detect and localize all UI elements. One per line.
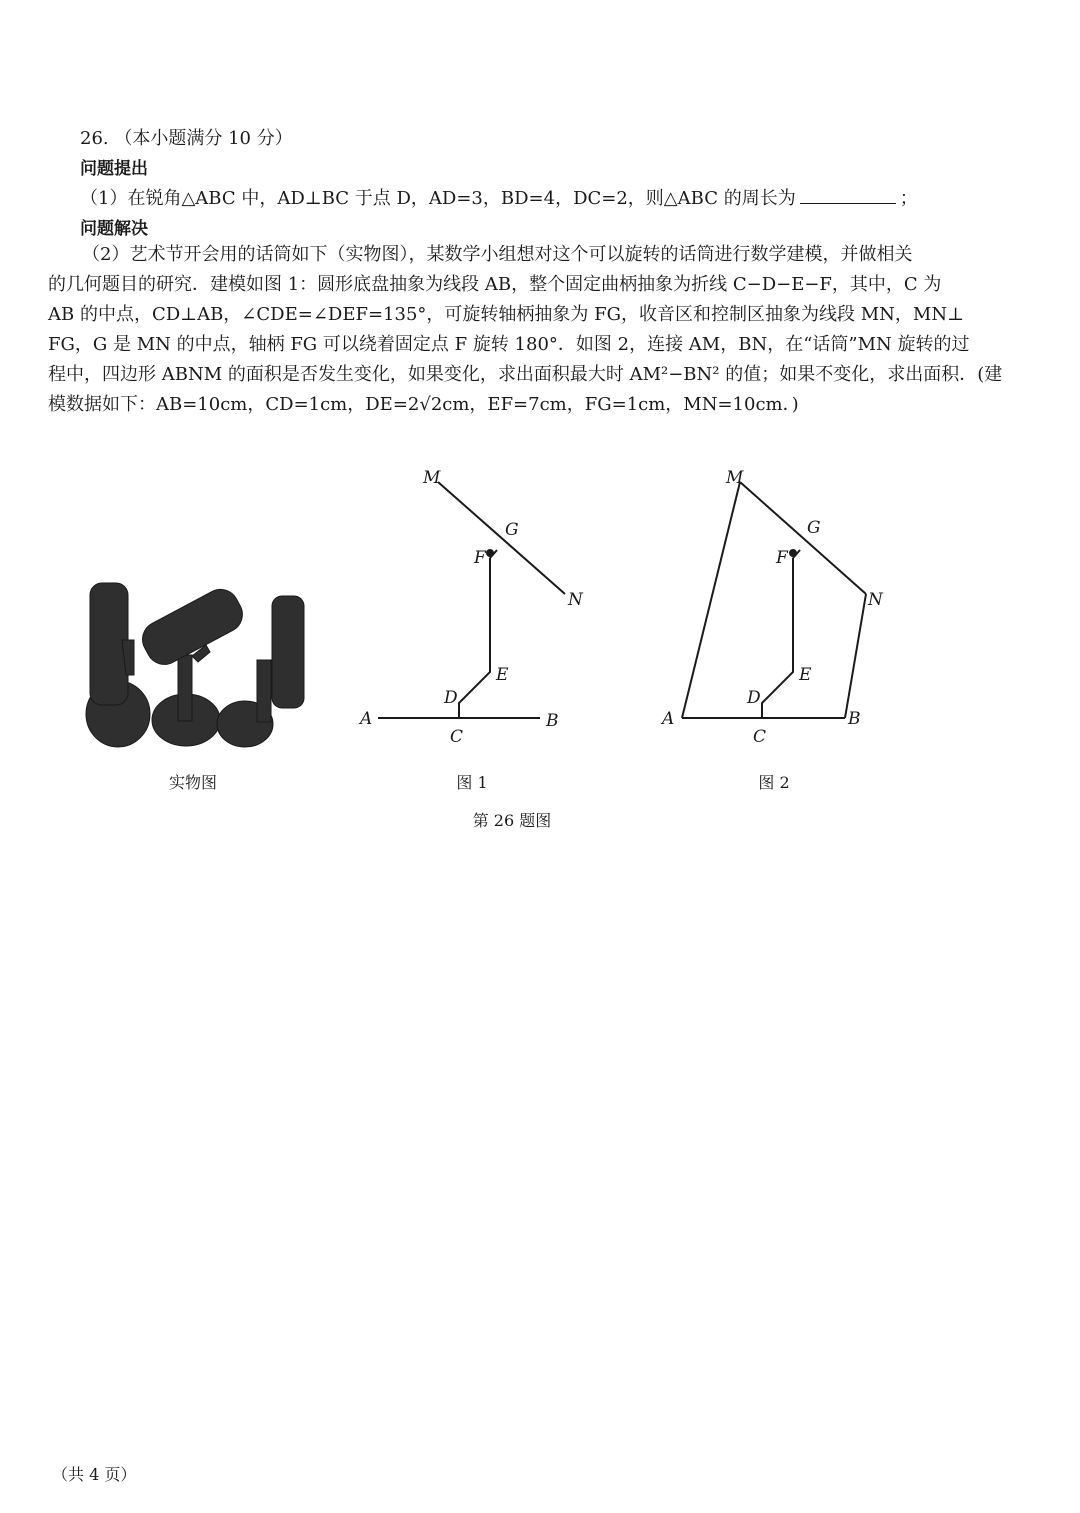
fig1-label-E: E (496, 665, 509, 685)
fig1-label-N: N (568, 590, 583, 610)
fig1-point-F (487, 550, 493, 556)
fig1-label-B: B (546, 711, 559, 731)
figure-2-caption: 图 2 (758, 773, 790, 792)
fig2-label-D: D (747, 688, 761, 708)
fig1-label-G: G (505, 520, 519, 540)
part1-text: （1）在锐角△ABC 中，AD⊥BC 于点 D，AD=3，BD=4，DC=2，则△ABC 的周长为 (80, 188, 796, 209)
fig2-label-E: E (799, 665, 812, 685)
fig1-segment-MN (438, 482, 565, 594)
part1-end: ； (899, 188, 918, 209)
part2-line: AB 的中点，CD⊥AB，∠CDE=∠DEF=135°，可旋转轴柄抽象为 FG，收音区和控制区抽象为线段 MN，MN⊥ (48, 304, 964, 325)
fig1-label-M: M (423, 468, 441, 488)
fig1-label-A: A (360, 709, 373, 729)
fig2-segment-BN (845, 594, 866, 718)
fig2-label-F: F (776, 548, 788, 568)
fig2-label-N: N (868, 590, 883, 610)
photo-caption: 实物图 (168, 773, 217, 792)
fig1-label-D: D (444, 688, 458, 708)
fig2-crank-CDEF (762, 558, 793, 718)
fig2-label-C: C (753, 727, 767, 747)
figure-2 (682, 482, 866, 718)
part2-line: 模数据如下：AB=10cm，CD=1cm，DE=2√2cm，EF=7cm，FG=1cm，MN=10cm．) (48, 394, 799, 415)
fig2-point-F (790, 550, 796, 556)
figure-1-caption: 图 1 (456, 773, 488, 792)
microphone-photo (86, 583, 304, 747)
section-title-problem: 问题提出 (80, 159, 148, 179)
part2-line: 程中，四边形 ABNM 的面积是否发生变化，如果变化，求出面积最大时 AM²−BN² 的值；如果不变化，求出面积．(建 (48, 364, 1003, 385)
fig2-label-M: M (726, 468, 744, 488)
fig1-crank-CDEF (459, 558, 490, 718)
figure-1 (378, 482, 565, 718)
fig1-label-C: C (450, 727, 464, 747)
fig2-segment-AM (682, 482, 740, 718)
fig2-segment-MN (740, 482, 866, 594)
fig1-label-F: F (474, 548, 486, 568)
figure-group-caption: 第 26 题图 (472, 811, 552, 830)
part2-line: FG，G 是 MN 的中点，轴柄 FG 可以绕着固定点 F 旋转 180°．如图 2，连接 AM，BN，在“话筒”MN 旋转的过 (48, 334, 970, 355)
fig2-label-B: B (848, 709, 861, 729)
part2-line: 的几何题目的研究．建模如图 1：圆形底盘抽象为线段 AB，整个固定曲柄抽象为折线 C−D−E−F，其中，C 为 (48, 274, 942, 295)
fig2-label-A: A (662, 709, 675, 729)
section-title-solve: 问题解决 (80, 219, 148, 239)
question-header: 26. （本小题满分 10 分） (80, 128, 293, 149)
page-count: （共 4 页） (52, 1465, 137, 1484)
part2-line: （2）艺术节开会用的话筒如下（实物图），某数学小组想对这个可以旋转的话筒进行数学建模，并做相关 (82, 244, 913, 265)
fig2-label-G: G (807, 518, 821, 538)
